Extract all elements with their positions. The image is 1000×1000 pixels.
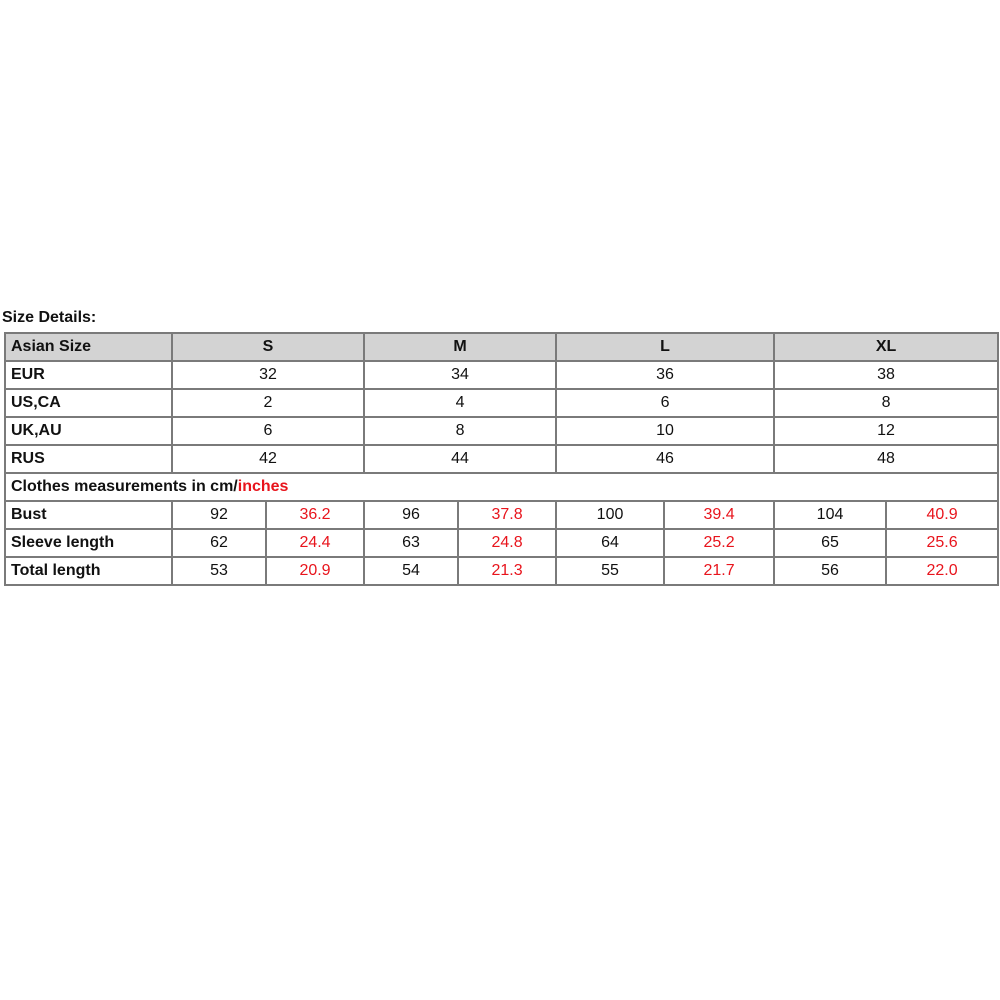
table-cell: 8: [364, 417, 556, 445]
table-cell: 8: [774, 389, 998, 417]
inch-cell: 39.4: [664, 501, 774, 529]
row-label: US,CA: [5, 389, 172, 417]
table-cell: 46: [556, 445, 774, 473]
measurements-heading: [5, 473, 998, 501]
inch-cell: 21.3: [458, 557, 556, 585]
row-label: RUS: [5, 445, 172, 473]
cm-cell: 62: [172, 529, 266, 557]
size-details-title: Size Details:: [2, 309, 97, 326]
cm-cell: 56: [774, 557, 886, 585]
size-header-s: S: [172, 333, 364, 361]
header-label-cell: Asian Size: [5, 333, 172, 361]
table-cell: 6: [172, 417, 364, 445]
cm-cell: 63: [364, 529, 458, 557]
inch-cell: 40.9: [886, 501, 998, 529]
row-label: UK,AU: [5, 417, 172, 445]
inch-cell: 24.8: [458, 529, 556, 557]
measurement-row-total-length: [5, 557, 998, 585]
conversion-row-rus: [5, 445, 998, 473]
table-cell: 32: [172, 361, 364, 389]
inch-cell: 25.2: [664, 529, 774, 557]
inch-cell: 20.9: [266, 557, 364, 585]
row-label: Bust: [5, 501, 172, 529]
cm-cell: 65: [774, 529, 886, 557]
size-chart-table: [4, 332, 999, 586]
measurements-heading-row: [5, 473, 998, 501]
measurements-heading-prefix: Clothes measurements in cm/: [11, 478, 238, 495]
inch-cell: 25.6: [886, 529, 998, 557]
table-cell: 4: [364, 389, 556, 417]
table-cell: 38: [774, 361, 998, 389]
measurement-row-sleeve-length: [5, 529, 998, 557]
cm-cell: 96: [364, 501, 458, 529]
measurement-row-bust: [5, 501, 998, 529]
table-cell: 6: [556, 389, 774, 417]
cm-cell: 54: [364, 557, 458, 585]
cm-cell: 55: [556, 557, 664, 585]
table-cell: 42: [172, 445, 364, 473]
cm-cell: 100: [556, 501, 664, 529]
inch-cell: 36.2: [266, 501, 364, 529]
measurements-heading-inches: inches: [237, 478, 289, 495]
size-header-xl: XL: [774, 333, 998, 361]
table-cell: 12: [774, 417, 998, 445]
cm-cell: 104: [774, 501, 886, 529]
cm-cell: 53: [172, 557, 266, 585]
header-row: [5, 333, 998, 361]
row-label: EUR: [5, 361, 172, 389]
table-cell: 36: [556, 361, 774, 389]
inch-cell: 22.0: [886, 557, 998, 585]
table-cell: 44: [364, 445, 556, 473]
table-cell: 34: [364, 361, 556, 389]
conversion-row-us-ca: [5, 389, 998, 417]
size-header-m: M: [364, 333, 556, 361]
row-label: Sleeve length: [5, 529, 172, 557]
row-label: Total length: [5, 557, 172, 585]
table-cell: 2: [172, 389, 364, 417]
inch-cell: 37.8: [458, 501, 556, 529]
cm-cell: 64: [556, 529, 664, 557]
table-cell: 48: [774, 445, 998, 473]
inch-cell: 21.7: [664, 557, 774, 585]
conversion-row-eur: [5, 361, 998, 389]
size-header-l: L: [556, 333, 774, 361]
table-cell: 10: [556, 417, 774, 445]
inch-cell: 24.4: [266, 529, 364, 557]
conversion-row-uk-au: [5, 417, 998, 445]
cm-cell: 92: [172, 501, 266, 529]
